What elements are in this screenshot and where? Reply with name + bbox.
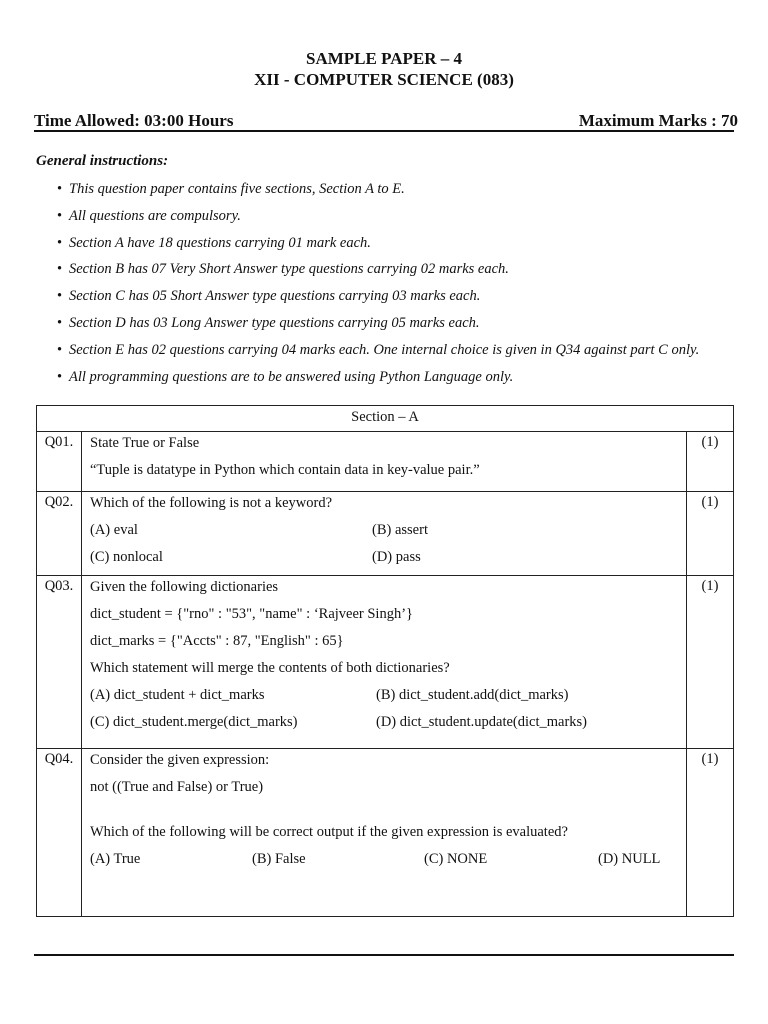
bullet-icon: • bbox=[57, 341, 63, 358]
option-c: (C) NONE bbox=[424, 851, 488, 867]
question-body bbox=[82, 576, 687, 749]
bullet-icon: • bbox=[57, 207, 63, 224]
question-row-q02 bbox=[37, 492, 734, 576]
paper-subtitle: XII - COMPUTER SCIENCE (083) bbox=[254, 70, 514, 89]
option-d: (D) pass bbox=[372, 549, 421, 565]
question-marks: (1) bbox=[687, 576, 734, 749]
options-row bbox=[90, 521, 678, 548]
instruction-item bbox=[57, 179, 699, 206]
question-body bbox=[82, 492, 687, 576]
options-row bbox=[90, 713, 678, 740]
question-statement: “Tuple is datatype in Python which contain data in key-value pair.” bbox=[90, 462, 480, 478]
maximum-marks: Maximum Marks : 70 bbox=[578, 111, 738, 130]
section-a-heading: Section – A bbox=[37, 406, 734, 432]
question-number: Q04. bbox=[37, 749, 82, 917]
instruction-text: Section B has 07 Very Short Answer type questions carrying 02 marks each. bbox=[69, 261, 509, 278]
question-text: State True or False bbox=[90, 435, 200, 451]
bullet-icon: • bbox=[57, 181, 63, 197]
header-divider bbox=[34, 130, 734, 132]
time-allowed: Time Allowed: 03:00 Hours bbox=[34, 111, 234, 130]
instruction-text: Section A have 18 questions carrying 01 mark each. bbox=[69, 234, 371, 251]
option-b: (B) dict_student.add(dict_marks) bbox=[376, 687, 569, 703]
question-body bbox=[82, 432, 687, 492]
option-d: (D) NULL bbox=[598, 851, 661, 867]
options-row bbox=[90, 686, 678, 713]
instruction-item bbox=[57, 259, 699, 286]
instruction-item bbox=[57, 367, 699, 394]
question-text: Consider the given expression: bbox=[90, 752, 270, 768]
question-marks: (1) bbox=[687, 492, 734, 576]
bullet-icon: • bbox=[57, 234, 63, 251]
instructions-heading: General instructions: bbox=[36, 153, 169, 169]
footer-divider bbox=[34, 954, 734, 956]
paper-title: SAMPLE PAPER – 4 bbox=[306, 49, 462, 68]
bullet-icon: • bbox=[57, 368, 63, 385]
instruction-text: Section D has 03 Long Answer type questions carrying 05 marks each. bbox=[69, 314, 480, 331]
instruction-item bbox=[57, 233, 699, 260]
instruction-text: Section C has 05 Short Answer type questions carrying 03 marks each. bbox=[69, 288, 481, 305]
question-text: Which statement will merge the contents of both dictionaries? bbox=[90, 660, 450, 676]
instruction-text: Section E has 02 questions carrying 04 marks each. One internal choice is given in Q34 against part C only. bbox=[69, 341, 700, 358]
question-text: Which of the following is not a keyword? bbox=[90, 495, 333, 511]
option-b: (B) assert bbox=[372, 522, 428, 538]
instructions-list bbox=[57, 179, 699, 393]
option-a: (A) eval bbox=[90, 522, 138, 538]
option-b: (B) False bbox=[252, 851, 306, 867]
instruction-item bbox=[57, 206, 699, 233]
question-text: Given the following dictionaries bbox=[90, 579, 279, 595]
instruction-text: All programming questions are to be answered using Python Language only. bbox=[69, 368, 514, 385]
instruction-item bbox=[57, 313, 699, 340]
question-text: Which of the following will be correct output if the given expression is evaluated? bbox=[90, 824, 568, 840]
question-row-q04 bbox=[37, 749, 734, 917]
options-row bbox=[90, 850, 678, 877]
code-line: dict_student = {"rno" : "53", "name" : ‘Rajveer Singh’} bbox=[90, 606, 413, 622]
question-marks: (1) bbox=[687, 432, 734, 492]
bullet-icon: • bbox=[57, 314, 63, 331]
code-line: not ((True and False) or True) bbox=[90, 779, 264, 795]
question-number: Q02. bbox=[37, 492, 82, 576]
instruction-text: All questions are compulsory. bbox=[69, 207, 241, 224]
section-header-row bbox=[37, 406, 734, 432]
question-marks: (1) bbox=[687, 749, 734, 917]
instruction-item bbox=[57, 286, 699, 313]
question-row-q03 bbox=[37, 576, 734, 749]
option-a: (A) True bbox=[90, 851, 141, 867]
bullet-icon: • bbox=[57, 288, 63, 305]
question-number: Q03. bbox=[37, 576, 82, 749]
section-a-table bbox=[36, 405, 734, 917]
option-c: (C) dict_student.merge(dict_marks) bbox=[90, 714, 298, 730]
instruction-item bbox=[57, 340, 699, 367]
question-body bbox=[82, 749, 687, 917]
instruction-text: This question paper contains five sections, Section A to E. bbox=[69, 181, 405, 197]
question-row-q01 bbox=[37, 432, 734, 492]
option-d: (D) dict_student.update(dict_marks) bbox=[376, 714, 587, 730]
options-row bbox=[90, 548, 678, 575]
code-line: dict_marks = {"Accts" : 87, "English" : 65} bbox=[90, 633, 344, 649]
bullet-icon: • bbox=[57, 261, 63, 278]
question-number: Q01. bbox=[37, 432, 82, 492]
option-a: (A) dict_student + dict_marks bbox=[90, 687, 265, 703]
option-c: (C) nonlocal bbox=[90, 549, 163, 565]
